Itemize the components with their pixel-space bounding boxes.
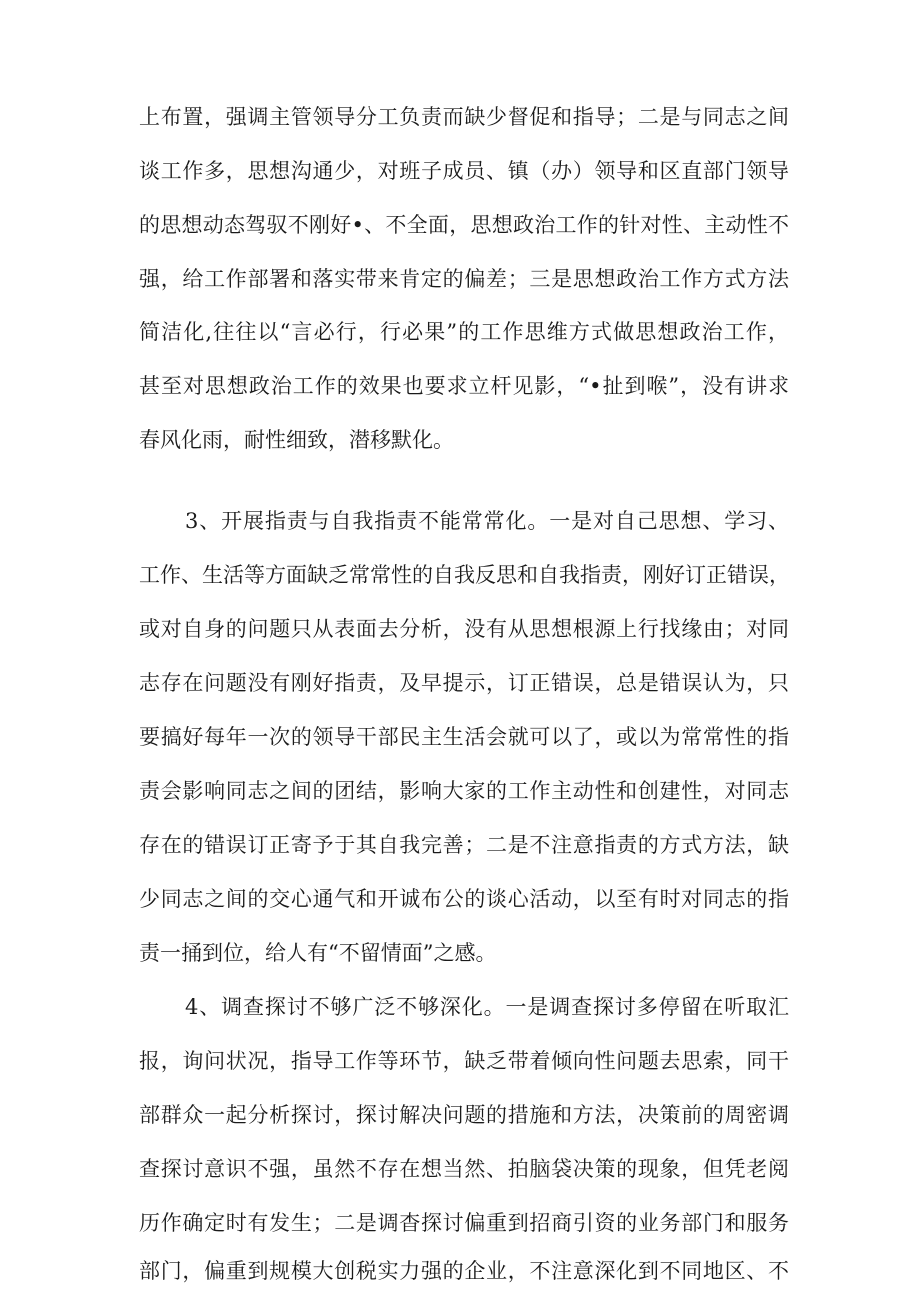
text-line: 甚至对思想政治工作的效果也要求立杆见影，“•扯到喉”，没有讲求 (139, 374, 789, 398)
text-line: 报，询问状况，指导工作等环节，缺乏带着倾向性问题去思索，同干 (139, 1049, 789, 1073)
text-line: 简洁化,往往以“言必行，行必果”的工作思维方式做思想政治工作， (139, 320, 789, 344)
text-line: 少同志之间的交心通气和开诚布公的谈心活动，以至有时对同志的指 (139, 887, 789, 911)
text-line: 查探讨意识不强，虽然不存在想当然、拍脑袋决策的现象，但凭老阅 (139, 1157, 789, 1181)
text-line: 志存在问题没有刚好指责，及早提示，订正错误，总是错误认为，只 (139, 671, 789, 695)
text-line: 要搞好每年一次的领导干部民主生活会就可以了，或以为常常性的指 (139, 725, 789, 749)
text-line: 责一捅到位，给人有“不留情面”之感。 (139, 941, 497, 965)
text-line: 春风化雨，耐性细致，潜移默化。 (139, 428, 454, 452)
text-line: 强，给工作部署和落实带来肯定的偏差；三是思想政治工作方式方法 (139, 267, 789, 291)
text-line: 部群众一起分析探讨，探讨解决问题的措施和方法，决策前的周密调 (139, 1103, 789, 1127)
text-line: 责会影响同志之间的团结，影响大家的工作主动性和创建性，对同志 (139, 779, 789, 803)
text-line: 上布置，强调主管领导分工负责而缺少督促和指导；二是与同志之间 (139, 105, 789, 129)
text-line: 历作确定时有发生；二是调杳探讨偏重到招商引资的业务部门和服务 (139, 1211, 789, 1235)
text-line: 的思想动态驾驭不刚好•、不全面，思想政治工作的针对性、主动性不 (139, 213, 789, 237)
text-line: 存在的错误订正寄予于其自我完善；二是不注意指责的方式方法，缺 (139, 833, 789, 857)
text-line: 谈工作多，思想沟通少，对班子成员、镇（办）领导和区直部门领导 (139, 159, 789, 183)
paragraph-heading-line: 3、开展指责与自我指责不能常常化。一是对自己思想、学习、 (185, 509, 789, 533)
text-line: 或对自身的问题只从表面去分析，没有从思想根源上行找缘由；对同 (139, 617, 789, 641)
paragraph-heading-line: 4、调查探讨不够广泛不够深化。一是调查探讨多停留在听取汇 (185, 995, 789, 1019)
text-line: 工作、生活等方面缺乏常常性的自我反思和自我指责，刚好订正错误， (139, 563, 790, 587)
text-line: 部门，偏重到规模大创税实力强的企业，不注意深化到不同地区、不 (139, 1259, 789, 1283)
